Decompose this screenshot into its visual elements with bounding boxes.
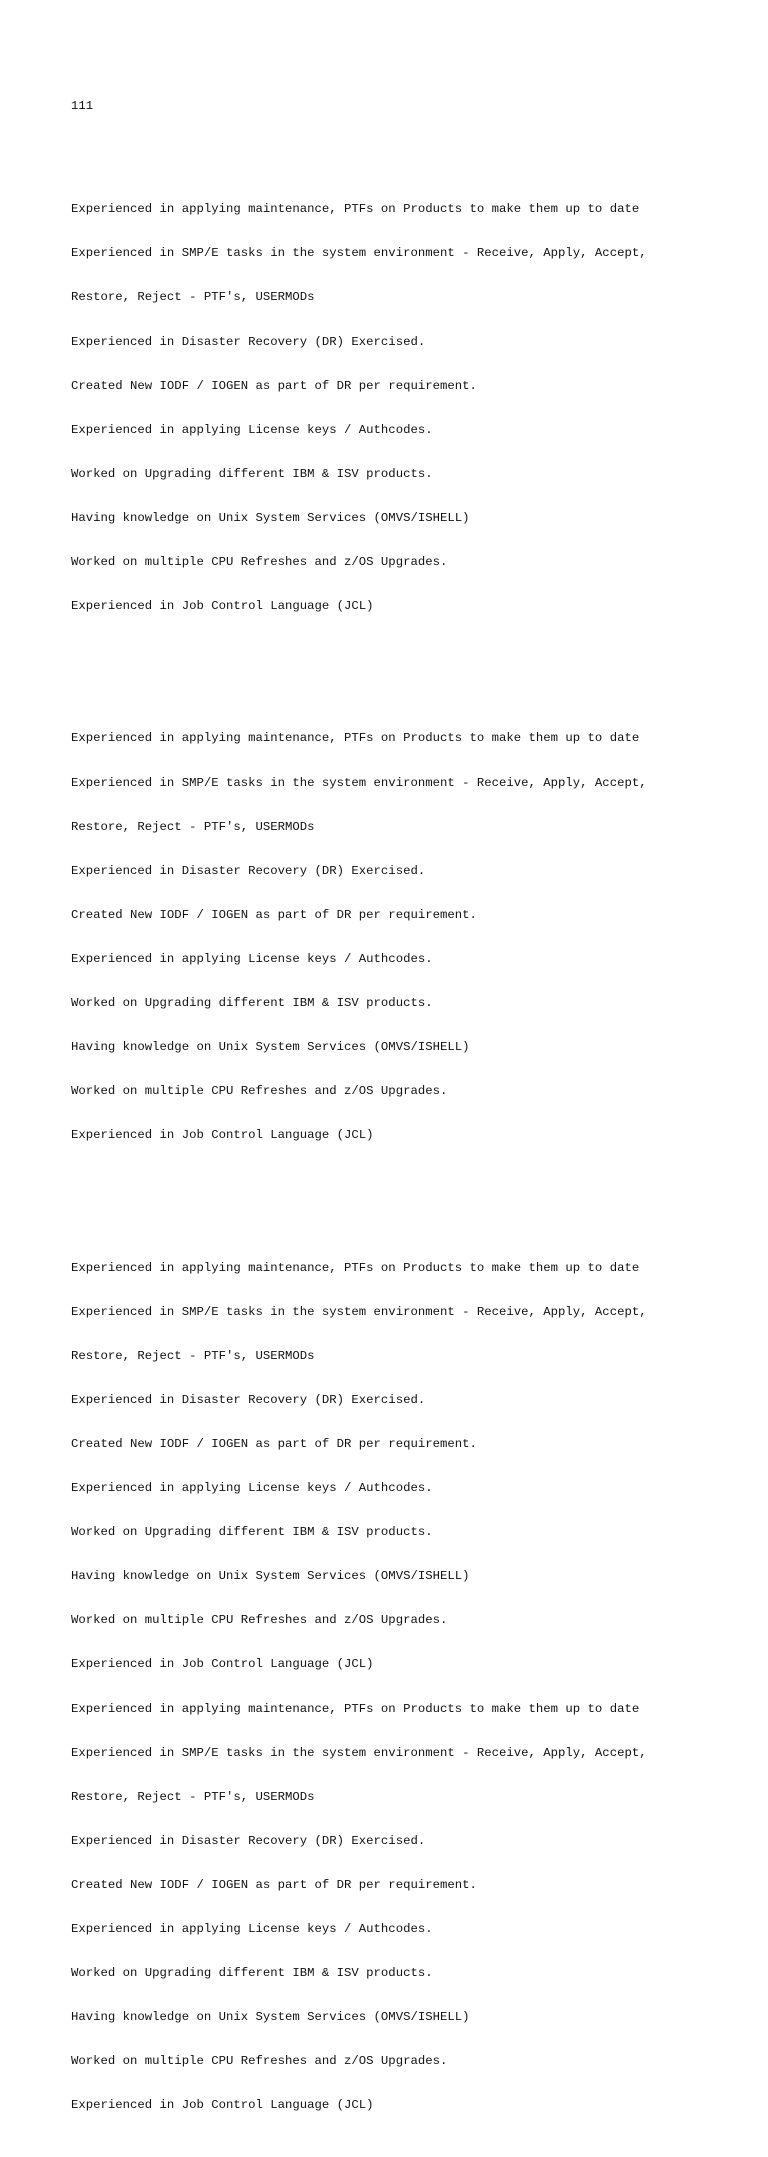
text-line: Experienced in applying License keys / Authcodes. bbox=[71, 422, 433, 437]
text-line: Experienced in Job Control Language (JCL) bbox=[71, 2098, 374, 2113]
text-line: Experienced in Disaster Recovery (DR) Exercised. bbox=[71, 1833, 426, 1848]
text-line: Experienced in Disaster Recovery (DR) Exercised. bbox=[71, 334, 426, 349]
text-line: Experienced in applying maintenance, PTFs on Products to make them up to date bbox=[71, 202, 640, 217]
text-line: Worked on Upgrading different IBM & ISV products. bbox=[71, 466, 433, 481]
text-line: Restore, Reject - PTF's, USERMODs bbox=[71, 290, 315, 305]
text-line: Created New IODF / IOGEN as part of DR per requirement. bbox=[71, 1877, 477, 1892]
text-line: Worked on Upgrading different IBM & ISV products. bbox=[71, 996, 433, 1010]
text-line: Worked on Upgrading different IBM & ISV products. bbox=[71, 1966, 433, 1981]
text-line: Restore, Reject - PTF's, USERMODs bbox=[71, 1789, 315, 1804]
experience-block-3 bbox=[71, 1231, 751, 2142]
text-line: Created New IODF / IOGEN as part of DR per requirement. bbox=[71, 1436, 477, 1451]
text-line: Worked on multiple CPU Refreshes and z/OS Upgrades. bbox=[71, 555, 448, 570]
text-line: Created New IODF / IOGEN as part of DR per requirement. bbox=[71, 907, 477, 922]
text-line: Worked on Upgrading different IBM & ISV products. bbox=[71, 1525, 433, 1540]
text-line: Experienced in applying License keys / Authcodes. bbox=[71, 1921, 433, 1936]
text-line: Experienced in Job Control Language (JCL) bbox=[71, 599, 374, 614]
text-line: Having knowledge on Unix System Services (OMVS/ISHELL) bbox=[71, 510, 470, 525]
page-number: 111 bbox=[71, 99, 94, 114]
text-line: Having knowledge on Unix System Services (OMVS/ISHELL) bbox=[71, 1569, 470, 1584]
experience-block-2 bbox=[71, 702, 751, 1172]
text-line: Experienced in Disaster Recovery (DR) Exercised. bbox=[71, 863, 426, 878]
text-line: Experienced in Job Control Language (JCL) bbox=[71, 1128, 374, 1143]
text-line: Experienced in SMP/E tasks in the system environment - Receive, Apply, Accept, bbox=[71, 1745, 647, 1760]
text-line: Experienced in applying License keys / Authcodes. bbox=[71, 1481, 433, 1496]
text-line: Created New IODF / IOGEN as part of DR per requirement. bbox=[71, 378, 477, 393]
text-line: Worked on multiple CPU Refreshes and z/OS Upgrades. bbox=[71, 1613, 448, 1628]
text-line: Experienced in SMP/E tasks in the system environment - Receive, Apply, Accept, bbox=[71, 246, 647, 261]
text-line: Worked on multiple CPU Refreshes and z/OS Upgrades. bbox=[71, 1084, 448, 1099]
text-line: Experienced in Job Control Language (JCL) bbox=[71, 1657, 374, 1672]
text-line: Experienced in SMP/E tasks in the system environment - Receive, Apply, Accept, bbox=[71, 1304, 647, 1319]
text-line: Restore, Reject - PTF's, USERMODs bbox=[71, 819, 315, 834]
text-line: Experienced in SMP/E tasks in the system environment - Receive, Apply, Accept, bbox=[71, 775, 647, 790]
experience-block-1 bbox=[71, 173, 751, 643]
document-page bbox=[71, 70, 751, 2157]
text-line: Restore, Reject - PTF's, USERMODs bbox=[71, 1348, 315, 1363]
text-line: Having knowledge on Unix System Services (OMVS/ISHELL) bbox=[71, 2010, 470, 2025]
text-line: Experienced in Disaster Recovery (DR) Exercised. bbox=[71, 1392, 426, 1407]
text-line: Experienced in applying maintenance, PTFs on Products to make them up to date bbox=[71, 1701, 640, 1716]
text-line: Having knowledge on Unix System Services (OMVS/ISHELL) bbox=[71, 1040, 470, 1055]
text-line: Experienced in applying maintenance, PTFs on Products to make them up to date bbox=[71, 1260, 640, 1275]
text-line: Worked on multiple CPU Refreshes and z/OS Upgrades. bbox=[71, 2054, 448, 2069]
text-line: Experienced in applying License keys / Authcodes. bbox=[71, 951, 433, 966]
text-line: Experienced in applying maintenance, PTFs on Products to make them up to date bbox=[71, 731, 640, 746]
